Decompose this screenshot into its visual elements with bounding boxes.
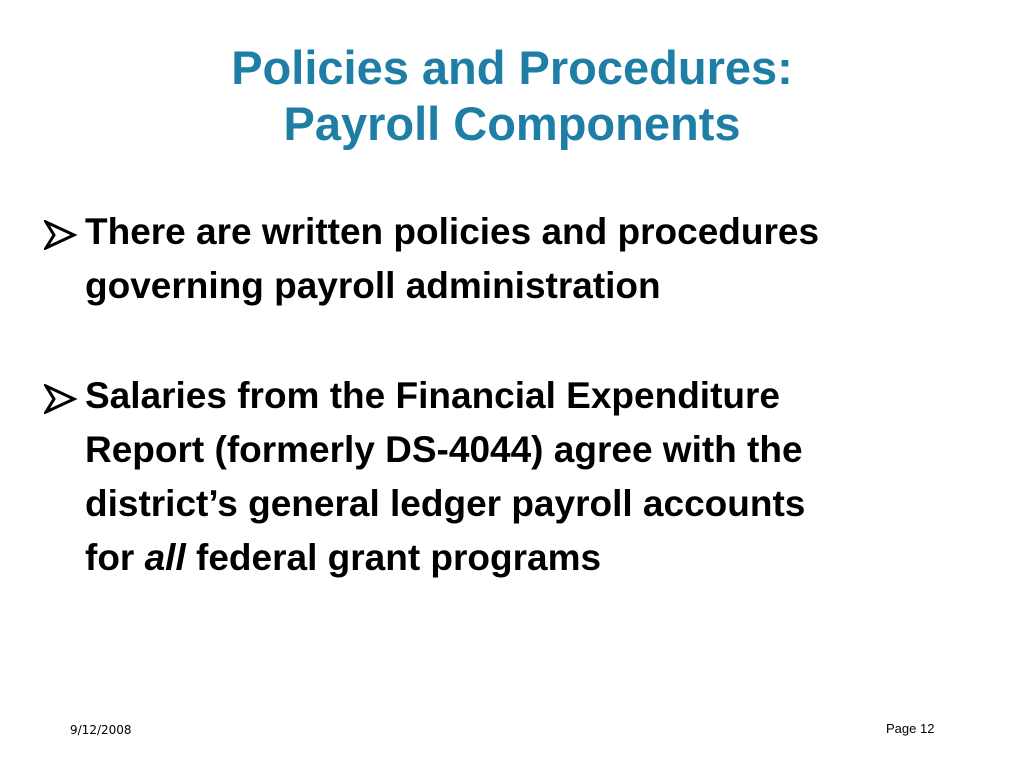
title-line-1: Policies and Procedures:	[231, 41, 793, 94]
bullet-list	[42, 205, 1002, 585]
emphasis-all: all	[144, 537, 186, 578]
footer-date: 9/12/2008	[70, 723, 132, 737]
bullet-2-line-2: Report (formerly DS-4044) agree with the	[85, 429, 803, 470]
bullet-item-1	[42, 205, 1002, 313]
bullet-item-2	[42, 369, 1002, 585]
arrow-bullet-icon	[44, 384, 78, 414]
bullet-2-line-1: Salaries from the Financial Expenditure	[85, 375, 780, 416]
bullet-1-line-2: governing payroll administration	[85, 265, 661, 306]
bullet-2-line-3: district’s general ledger payroll accounts	[85, 483, 806, 524]
slide-title	[0, 40, 1024, 152]
bullet-2-line-4	[85, 531, 1002, 585]
footer-page-number: Page 12	[886, 721, 935, 736]
title-line-2: Payroll Components	[283, 97, 741, 150]
bullet-2-line-4-prefix: for	[85, 537, 145, 578]
arrow-bullet-icon	[44, 220, 78, 250]
bullet-1-line-1: There are written policies and procedures	[85, 211, 820, 252]
bullet-2-line-4-suffix: federal grant programs	[185, 537, 602, 578]
